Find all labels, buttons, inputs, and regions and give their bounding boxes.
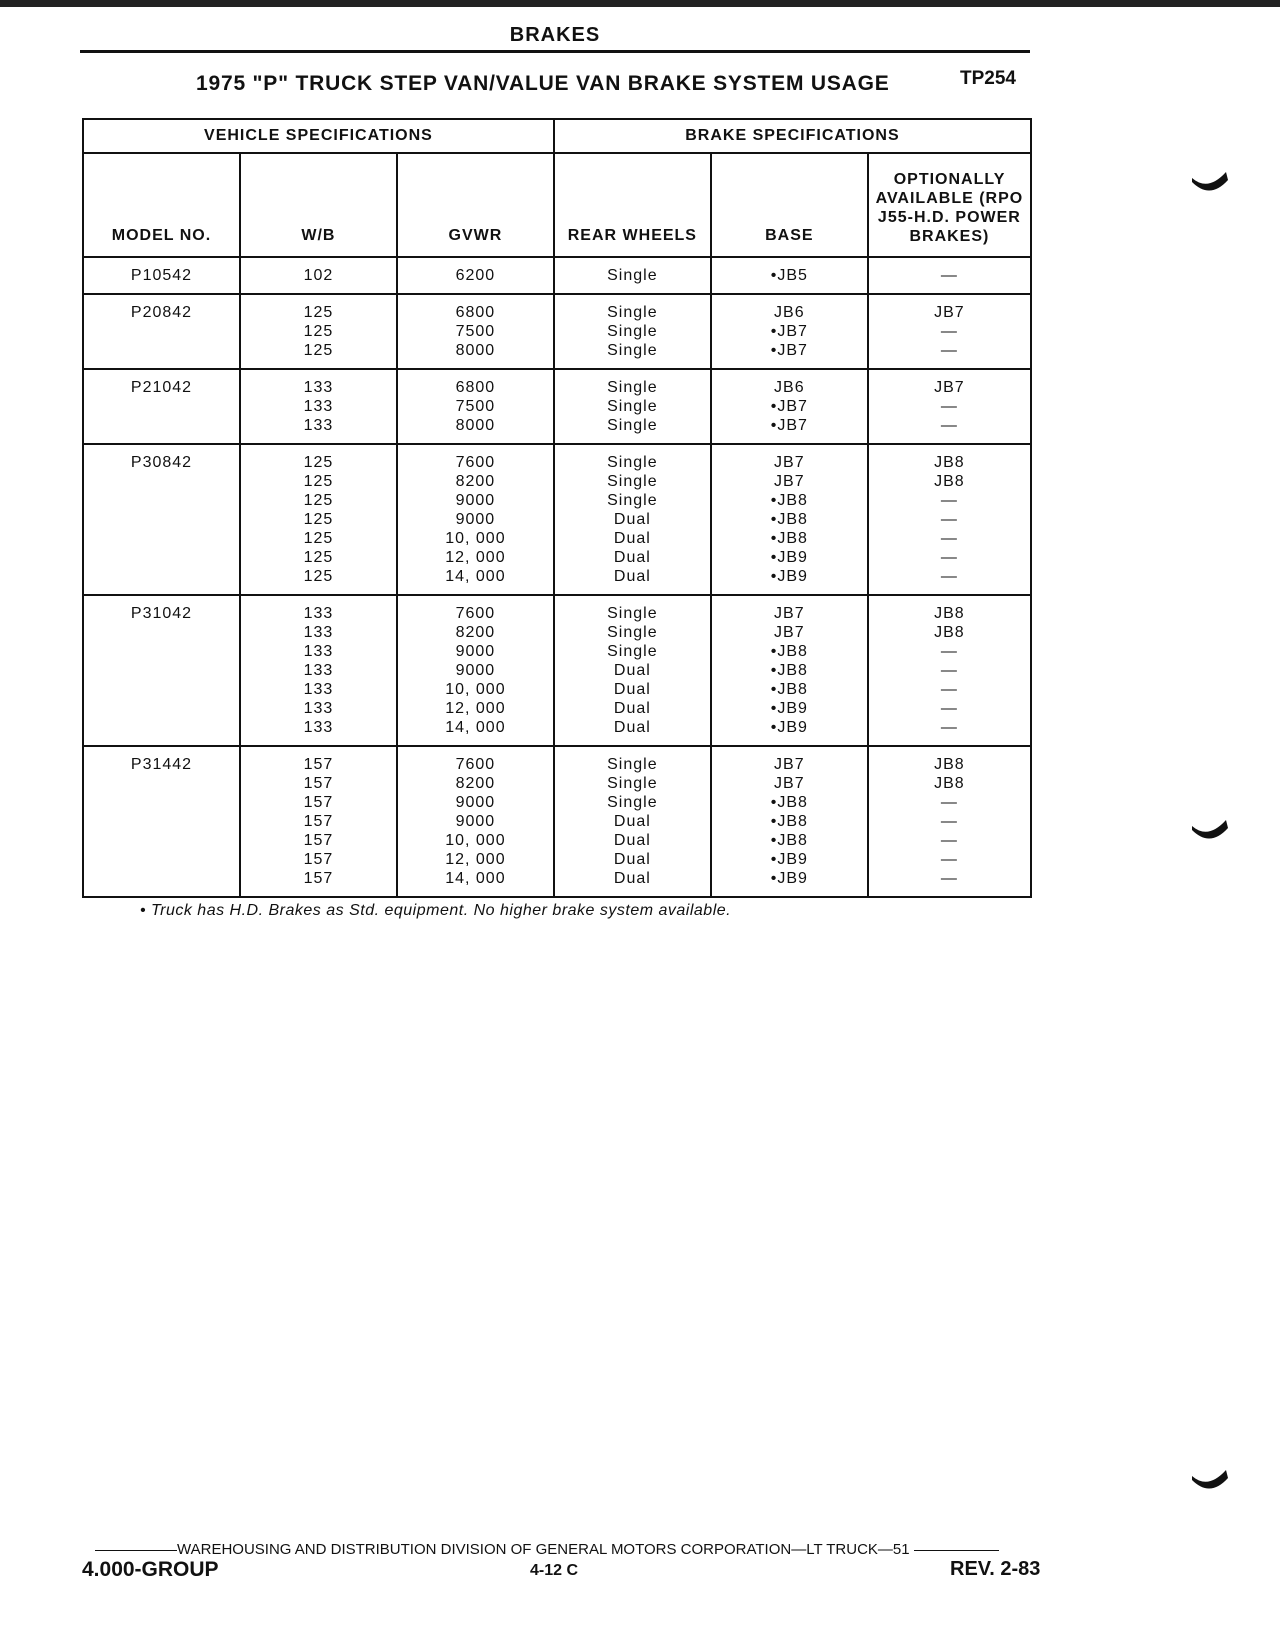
rear-value: Single <box>607 473 658 490</box>
optional-value: JB8 <box>934 605 965 622</box>
rear-value: Dual <box>613 870 651 887</box>
brake-specifications-header: BRAKE SPECIFICATIONS <box>554 119 1031 153</box>
gvwr-value: 10, 000 <box>445 681 506 698</box>
base-value: •JB9 <box>770 851 808 868</box>
gvwr-value: 9000 <box>455 662 496 679</box>
gvwr-value: 9000 <box>455 794 496 811</box>
rear-value: Dual <box>613 813 651 830</box>
model-cell <box>83 444 240 595</box>
table-row <box>83 294 1031 369</box>
wb-value: 125 <box>303 568 334 585</box>
base-value: JB7 <box>774 624 805 641</box>
wb-cell <box>240 595 397 746</box>
optional-value: — <box>940 398 958 415</box>
base-value: •JB7 <box>770 417 808 434</box>
base-value: •JB9 <box>770 700 808 717</box>
base-column-header <box>711 153 868 257</box>
wb-cell <box>240 444 397 595</box>
base-value: •JB8 <box>770 662 808 679</box>
wb-value: 157 <box>303 794 334 811</box>
model-number: P21042 <box>130 379 193 396</box>
model-cell <box>83 746 240 897</box>
rear-value: Single <box>607 379 658 396</box>
optional-value: — <box>940 870 958 887</box>
gvwr-cell <box>397 746 554 897</box>
gvwr-value: 9000 <box>455 511 496 528</box>
wb-value: 157 <box>303 756 334 773</box>
optional-value: — <box>940 662 958 679</box>
wb-value: 125 <box>303 492 334 509</box>
table-body <box>83 257 1031 897</box>
gvwr-cell <box>397 294 554 369</box>
rear-value: Single <box>607 398 658 415</box>
top-edge-rule <box>0 0 1280 7</box>
optional-value: — <box>940 851 958 868</box>
wb-cell <box>240 257 397 294</box>
header-line: GVWR <box>448 227 503 244</box>
base-value: JB7 <box>774 454 805 471</box>
optional-value: JB7 <box>934 379 965 396</box>
gvwr-value: 8200 <box>455 473 496 490</box>
rear-value: Single <box>607 323 658 340</box>
rear-value: Dual <box>613 530 651 547</box>
wb-cell <box>240 369 397 444</box>
rear-value: Dual <box>613 851 651 868</box>
gvwr-cell <box>397 257 554 294</box>
gvwr-column-header <box>397 153 554 257</box>
optional-cell <box>868 444 1031 595</box>
base-cell <box>711 746 868 897</box>
model-column-header <box>83 153 240 257</box>
base-value: JB7 <box>774 775 805 792</box>
base-value: •JB8 <box>770 813 808 830</box>
wb-value: 125 <box>303 530 334 547</box>
header-line: (RPO J55-H.D. <box>877 190 1024 226</box>
optional-cell <box>868 257 1031 294</box>
model-cell <box>83 294 240 369</box>
gvwr-value: 8000 <box>455 342 496 359</box>
gvwr-value: 7500 <box>455 323 496 340</box>
header-line: MODEL <box>111 227 175 244</box>
wb-value: 133 <box>303 700 334 717</box>
gvwr-value: 14, 000 <box>445 870 506 887</box>
optional-value: — <box>940 549 958 566</box>
document-code: TP254 <box>960 68 1016 89</box>
base-value: •JB5 <box>770 267 808 284</box>
optional-value: JB8 <box>934 756 965 773</box>
rear-value: Single <box>607 417 658 434</box>
optional-column-header <box>868 153 1031 257</box>
optional-cell <box>868 369 1031 444</box>
optional-value: — <box>940 568 958 585</box>
gvwr-value: 8200 <box>455 624 496 641</box>
base-value: JB7 <box>774 473 805 490</box>
rear-wheels-column-header <box>554 153 711 257</box>
gvwr-cell <box>397 444 554 595</box>
section-header: BRAKES <box>509 24 601 46</box>
rear-cell <box>554 294 711 369</box>
gvwr-value: 9000 <box>455 813 496 830</box>
gvwr-cell <box>397 369 554 444</box>
optional-value: JB7 <box>934 304 965 321</box>
model-cell <box>83 369 240 444</box>
wb-value: 133 <box>303 643 334 660</box>
base-value: •JB9 <box>770 719 808 736</box>
rear-cell <box>554 746 711 897</box>
base-cell <box>711 369 868 444</box>
base-value: •JB8 <box>770 492 808 509</box>
optional-value: — <box>940 794 958 811</box>
rear-cell <box>554 257 711 294</box>
binder-hook-icon <box>1190 1468 1230 1494</box>
gvwr-value: 10, 000 <box>445 530 506 547</box>
wb-value: 157 <box>303 832 334 849</box>
base-value: JB6 <box>774 379 805 396</box>
optional-value: — <box>940 342 958 359</box>
model-cell <box>83 595 240 746</box>
wb-value: 133 <box>303 398 334 415</box>
wb-value: 125 <box>303 511 334 528</box>
base-cell <box>711 294 868 369</box>
model-number: P30842 <box>130 454 193 471</box>
optional-cell <box>868 294 1031 369</box>
gvwr-value: 7600 <box>455 454 496 471</box>
optional-value: JB8 <box>934 624 965 641</box>
gvwr-cell <box>397 595 554 746</box>
wb-value: 133 <box>303 379 334 396</box>
rear-value: Single <box>607 624 658 641</box>
header-line: W/B <box>301 227 336 244</box>
wb-value: 125 <box>303 454 334 471</box>
gvwr-value: 12, 000 <box>445 549 506 566</box>
rear-value: Dual <box>613 662 651 679</box>
wb-value: 133 <box>303 624 334 641</box>
rear-value: Dual <box>613 511 651 528</box>
model-number: P31442 <box>130 756 193 773</box>
optional-cell <box>868 746 1031 897</box>
optional-value: — <box>940 832 958 849</box>
rear-value: Single <box>607 756 658 773</box>
optional-value: — <box>940 813 958 830</box>
wb-value: 125 <box>303 342 334 359</box>
rear-cell <box>554 444 711 595</box>
header-line: AVAILABLE <box>875 190 974 207</box>
base-value: •JB9 <box>770 568 808 585</box>
gvwr-value: 6200 <box>455 267 496 284</box>
base-cell <box>711 257 868 294</box>
optional-cell <box>868 595 1031 746</box>
gvwr-value: 12, 000 <box>445 851 506 868</box>
footer-dash-left <box>95 1550 177 1551</box>
column-header-row <box>83 153 1031 257</box>
wb-value: 133 <box>303 605 334 622</box>
wb-value: 133 <box>303 719 334 736</box>
rear-value: Single <box>607 267 658 284</box>
base-value: •JB8 <box>770 530 808 547</box>
gvwr-value: 6800 <box>455 304 496 321</box>
gvwr-value: 8200 <box>455 775 496 792</box>
model-number: P10542 <box>130 267 193 284</box>
base-value: •JB9 <box>770 870 808 887</box>
gvwr-value: 9000 <box>455 643 496 660</box>
rear-value: Single <box>607 454 658 471</box>
vehicle-specifications-header: VEHICLE SPECIFICATIONS <box>83 119 554 153</box>
table-row <box>83 369 1031 444</box>
base-value: •JB8 <box>770 511 808 528</box>
model-number: P31042 <box>130 605 193 622</box>
base-value: •JB7 <box>770 398 808 415</box>
rear-value: Single <box>607 643 658 660</box>
footer-page-number: 4-12 C <box>530 1562 579 1579</box>
rear-value: Dual <box>613 832 651 849</box>
binder-hook-icon <box>1190 818 1230 844</box>
header-line: OPTIONALLY <box>893 171 1006 188</box>
footer-dash-right <box>914 1550 999 1551</box>
table-row <box>83 444 1031 595</box>
wb-value: 157 <box>303 813 334 830</box>
gvwr-value: 14, 000 <box>445 568 506 585</box>
base-value: JB6 <box>774 304 805 321</box>
base-value: •JB9 <box>770 549 808 566</box>
wb-value: 125 <box>303 473 334 490</box>
wb-cell <box>240 294 397 369</box>
wb-column-header <box>240 153 397 257</box>
rear-value: Single <box>607 304 658 321</box>
wb-cell <box>240 746 397 897</box>
footer-revision: REV. 2-83 <box>950 1558 1041 1580</box>
base-value: •JB8 <box>770 832 808 849</box>
optional-value: JB8 <box>934 775 965 792</box>
rear-value: Single <box>607 775 658 792</box>
header-rule <box>80 50 1030 53</box>
optional-value: — <box>940 417 958 434</box>
wb-value: 133 <box>303 417 334 434</box>
optional-value: — <box>940 267 958 284</box>
optional-value: JB8 <box>934 473 965 490</box>
base-cell <box>711 444 868 595</box>
footnote: • Truck has H.D. Brakes as Std. equipment. No higher brake system available. <box>140 902 732 919</box>
base-value: •JB7 <box>770 323 808 340</box>
rear-value: Dual <box>613 681 651 698</box>
gvwr-value: 8000 <box>455 417 496 434</box>
binder-hook-icon <box>1190 170 1230 196</box>
wb-value: 157 <box>303 851 334 868</box>
rear-value: Single <box>607 794 658 811</box>
gvwr-value: 7600 <box>455 605 496 622</box>
footer-division-text: WAREHOUSING AND DISTRIBUTION DIVISION OF GENERAL MOTORS CORPORATION—LT TRUCK—51 <box>177 1541 910 1558</box>
wb-value: 125 <box>303 549 334 566</box>
table-row <box>83 595 1031 746</box>
header-line: WHEELS <box>622 227 697 244</box>
model-number: P20842 <box>130 304 193 321</box>
header-line: NO. <box>179 227 212 244</box>
optional-value: — <box>940 700 958 717</box>
base-value: •JB8 <box>770 681 808 698</box>
rear-cell <box>554 369 711 444</box>
footer-group: 4.000-GROUP <box>82 1558 219 1581</box>
header-line: REAR <box>567 227 618 244</box>
gvwr-value: 6800 <box>455 379 496 396</box>
document-title: 1975 "P" TRUCK STEP VAN/VALUE VAN BRAKE SYSTEM USAGE <box>196 72 890 95</box>
rear-value: Dual <box>613 568 651 585</box>
gvwr-value: 12, 000 <box>445 700 506 717</box>
gvwr-value: 10, 000 <box>445 832 506 849</box>
rear-value: Dual <box>613 719 651 736</box>
wb-value: 125 <box>303 304 334 321</box>
rear-value: Single <box>607 605 658 622</box>
base-value: •JB7 <box>770 342 808 359</box>
wb-value: 133 <box>303 662 334 679</box>
rear-value: Single <box>607 342 658 359</box>
base-value: •JB8 <box>770 794 808 811</box>
wb-value: 125 <box>303 323 334 340</box>
optional-value: — <box>940 511 958 528</box>
rear-value: Dual <box>613 700 651 717</box>
base-value: JB7 <box>774 605 805 622</box>
gvwr-value: 7500 <box>455 398 496 415</box>
gvwr-value: 14, 000 <box>445 719 506 736</box>
wb-value: 133 <box>303 681 334 698</box>
base-value: JB7 <box>774 756 805 773</box>
base-value: •JB8 <box>770 643 808 660</box>
model-cell <box>83 257 240 294</box>
table-row <box>83 746 1031 897</box>
optional-value: — <box>940 530 958 547</box>
gvwr-value: 9000 <box>455 492 496 509</box>
optional-value: — <box>940 643 958 660</box>
rear-cell <box>554 595 711 746</box>
wb-value: 102 <box>303 267 334 284</box>
rear-value: Dual <box>613 549 651 566</box>
group-header-row <box>83 119 1031 153</box>
optional-value: — <box>940 681 958 698</box>
header-line: POWER BRAKES) <box>909 209 1021 245</box>
optional-value: — <box>940 492 958 509</box>
brake-usage-table <box>82 118 1032 898</box>
base-cell <box>711 595 868 746</box>
wb-value: 157 <box>303 870 334 887</box>
wb-value: 157 <box>303 775 334 792</box>
optional-value: JB8 <box>934 454 965 471</box>
gvwr-value: 7600 <box>455 756 496 773</box>
header-line: BASE <box>765 227 814 244</box>
optional-value: — <box>940 323 958 340</box>
rear-value: Single <box>607 492 658 509</box>
optional-value: — <box>940 719 958 736</box>
footer-division-line <box>95 1541 1055 1558</box>
table-row <box>83 257 1031 294</box>
